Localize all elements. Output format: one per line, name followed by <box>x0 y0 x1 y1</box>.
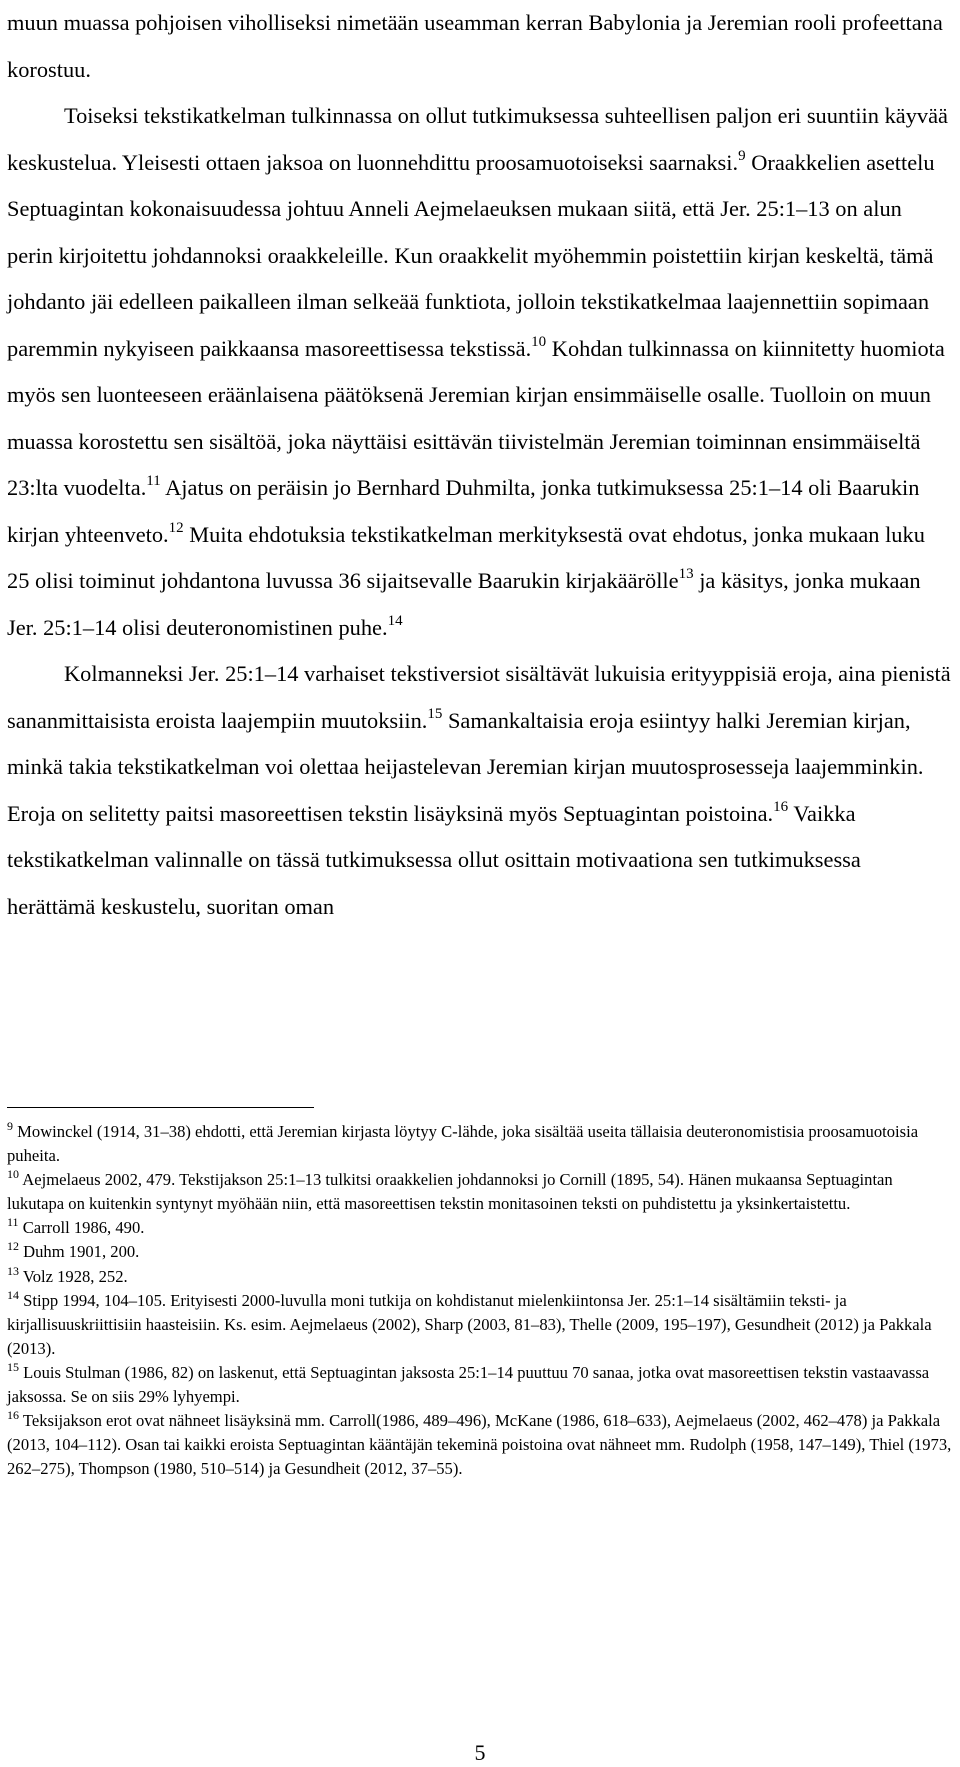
footnote-ref-14[interactable]: 14 <box>387 612 403 629</box>
footnote-separator <box>7 1107 314 1108</box>
body-text <box>7 0 952 930</box>
footnote-number: 10 <box>7 1167 19 1182</box>
footnote-ref-9[interactable]: 9 <box>738 147 746 164</box>
footnote-text: Louis Stulman (1986, 82) on laskenut, että Septuagintan jaksosta 25:1–14 puuttuu 70 sanaa, jotka ovat masoreettisen tekstin vastaavassa jaksossa. Se on siis 29% lyhyempi. <box>7 1362 930 1407</box>
footnote-number: 16 <box>7 1408 19 1423</box>
paragraph-1: muun muassa pohjoisen viholliseksi nimetään useamman kerran Babylonia ja Jeremian rooli profeettana korostuu. <box>7 10 943 82</box>
footnote-15 <box>7 1361 952 1409</box>
footnote-text: Aejmelaeus 2002, 479. Tekstijakson 25:1–13 tulkitsi oraakkelien johdannoksi jo Cornill (1895, 54). Hänen mukaansa Septuagintan lukutapa on kuitenkin syntynyt myöhään niin, että masoreettisen tekstin monitasoinen teksti on puhdistettu ja yksinkertaistettu. <box>7 1170 893 1214</box>
footnote-number: 13 <box>7 1263 19 1278</box>
footnote-text: Duhm 1901, 200. <box>19 1242 140 1262</box>
footnote-text: Carroll 1986, 490. <box>18 1218 145 1238</box>
footnote-number: 11 <box>7 1215 19 1230</box>
footnote-16 <box>7 1409 952 1481</box>
footnote-9 <box>7 1120 952 1168</box>
page-number: 5 <box>474 1740 486 1765</box>
footnote-ref-10[interactable]: 10 <box>531 333 547 350</box>
footnote-ref-11[interactable]: 11 <box>146 473 161 489</box>
footnote-ref-16[interactable]: 16 <box>773 798 789 815</box>
footnote-13 <box>7 1265 952 1289</box>
footnote-number: 9 <box>7 1119 13 1133</box>
footnote-text: Volz 1928, 252. <box>19 1266 128 1286</box>
footnote-12 <box>7 1240 952 1264</box>
footnote-number: 12 <box>7 1239 19 1254</box>
footnote-text: Mowinckel (1914, 31–38) ehdotti, että Jeremian kirjasta löytyy C-lähde, joka sisältää useita tällaisia deuteronomistisia proosamuotoisia puheita. <box>7 1122 919 1166</box>
footnotes <box>7 1120 952 1481</box>
paragraph-3: Kolmanneksi Jer. 25:1–14 varhaiset tekstiversiot sisältävät lukuisia erityyppisiä eroja, aina pienistä sananmittaisista eroista laajempiin muutoksiin.$^{15}$ Samankaltaisia eroja esiintyy halki Jeremian kirjan, minkä takia tekstikatkelman voi olettaa heijastelevan Jeremian kirjan muutosprosesseja laajemminkin. Eroja on selitetty paitsi masoreettisen tekstin lisäyksinä myös Septuagintan poistoina.$^{16}$ Vaikka tekstikatkelman valinnalle on tässä tutkimuksessa ollut osittain motivaationa sen tutkimuksessa herättämä keskustelu, suoritan oman <box>7 661 951 919</box>
footnote-number: 15 <box>7 1359 19 1374</box>
footnote-text: Teksijakson erot ovat nähneet lisäyksinä mm. Carroll(1986, 489–496), McKane (1986, 618–633), Aejmelaeus (2002, 462–478) ja Pakkala (2013, 104–112). Osan tai kaikki eroista Septuagintan kääntäjän tekeminä poistoina ovat nähneet mm. Rudolph (1958, 147–149), Thiel (1973, 262–275), Thompson (1980, 510–514) ja Gesundheit (2012, 37–55). <box>7 1411 952 1479</box>
footnote-14 <box>7 1289 952 1361</box>
footnote-ref-12[interactable]: 12 <box>168 519 184 536</box>
paragraph-2: Toiseksi tekstikatkelman tulkinnassa on ollut tutkimuksessa suhteellisen paljon eri suuntiin käyvää keskustelua. Yleisesti ottaen jaksoa on luonnehdittu proosamuotoiseksi saarnaksi.$^9$ Oraakkelien asettelu Septuagintan kokonaisuudessa johtuu Anneli Aejmelaeuksen mukaan siitä, että Jer. 25:1–13 on alun perin kirjoitettu johdannoksi oraakkeleille. Kun oraakkelit myöhemmin poistettiin kirjan keskeltä, tämä johdanto jäi edelleen paikalleen ilman selkeää funktiota, jolloin tekstikatkelmaa laajennettiin sopimaan paremmin nykyiseen paikkaansa masoreettisessa tekstissä.$^{10}$ Kohdan tulkinnassa on kiinnitetty huomiota myös sen luonteeseen eräänlaisena päätöksenä Jeremian kirjan ensimmäiselle osalle. Tuolloin on muun muassa korostettu sen sisältöä, joka näyttäisi esittävän tiivistelmän Jeremian toiminnan ensimmäiseltä 23:lta vuodelta.$^{11}$ Ajatus on peräisin jo Bernhard Duhmilta, jonka tutkimuksessa 25:1–14 oli Baarukin kirjan yhteenveto.$^{12}$ Muita ehdotuksia tekstikatkelman merkityksestä ovat ehdotus, jonka mukaan luku 25 olisi toiminut johdantona luvussa 36 sijaitsevalle Baarukin kirjakäärölle$^{13}$ ja käsitys, jonka mukaan Jer. 25:1–14 olisi deuteronomistinen puhe.$^{14}$ <box>7 103 948 640</box>
footnote-10 <box>7 1168 952 1216</box>
footnote-number: 14 <box>7 1287 19 1302</box>
footnote-11 <box>7 1216 952 1240</box>
footnote-ref-13[interactable]: 13 <box>678 566 694 582</box>
footnote-ref-15[interactable]: 15 <box>427 705 443 722</box>
footnote-text: Stipp 1994, 104–105. Erityisesti 2000-luvulla moni tutkija on kohdistanut mielenkiintonsa Jer. 25:1–14 sisältämiin teksti- ja kirjallisuuskriittisiin haasteisiin. Ks. esim. Aejmelaeus (2002), Sharp (2003, 81–83), Thelle (2009, 195–197), Gesundheit (2012) ja Pakkala (2013). <box>7 1290 932 1358</box>
